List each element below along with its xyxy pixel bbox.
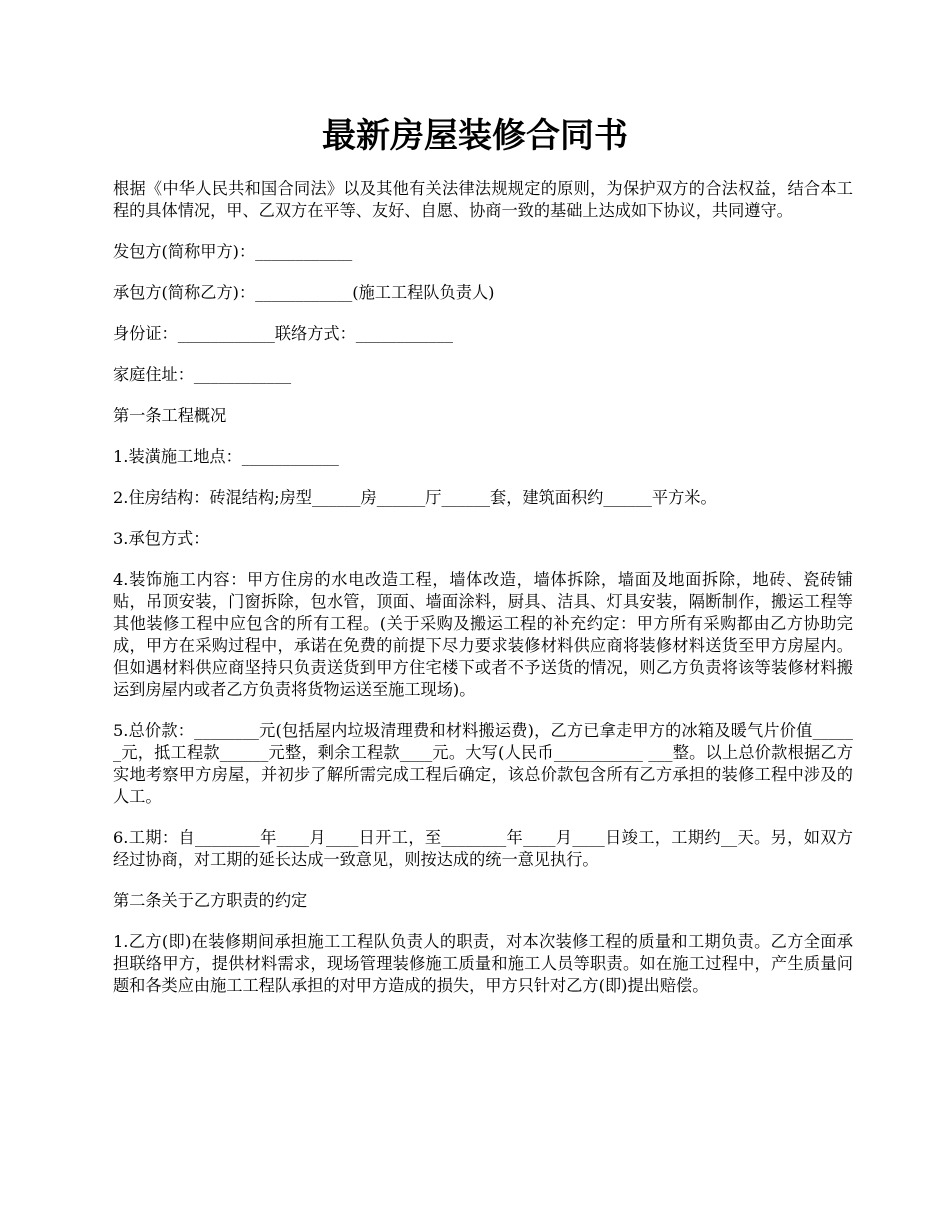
clause-1-2: 2.住房结构：砖混结构;房型______房______厅______套，建筑面积约______平方米。	[113, 488, 717, 507]
clause-1-5: 5.总价款：________元(包括屋内垃圾清理费和材料搬运费)，乙方已拿走甲方的冰箱及暖气片价值______元，抵工程款______元整，剩余工程款____元。大写(人民币___________ ___整。以上总价款根据乙方实地考察甲方房屋，并初步了解所需完成工程后确定，该总价款包含所有乙方承担的装修工程中涉及的人工。	[113, 721, 853, 806]
clause-2-1: 1.乙方(即)在装修期间承担施工工程队负责人的职责，对本次装修工程的质量和工期负责。乙方全面承担联络甲方，提供材料需求，现场管理装修施工质量和施工人员等职责。如在施工过程中，产生质量问题和各类应由施工工程队承担的对甲方造成的损失，甲方只针对乙方(即)提出赔偿。	[113, 932, 853, 995]
section-heading-1: 第一条工程概况	[113, 406, 227, 425]
document-title: 最新房屋装修合同书	[322, 116, 628, 156]
clause-1-4: 4.装饰施工内容：甲方住房的水电改造工程，墙体改造，墙体拆除，墙面及地面拆除，地砖、瓷砖铺贴，吊顶安装，门窗拆除，包水管，顶面、墙面涂料，厨具、洁具、灯具安装，隔断制作，搬运工程等其他装修工程中应包含的所有工程。(关于采购及搬运工程的补充约定：甲方所有采购都由乙方协助完成，甲方在采购过程中，承诺在免费的前提下尽力要求装修材料供应商将装修材料送货至甲方房屋内。但如遇材料供应商坚持只负责送货到甲方住宅楼下或者不予送货的情况，则乙方负责将该等装修材料搬运到房屋内或者乙方负责将货物运送至施工现场)。	[113, 570, 853, 699]
clause-1-6: 6.工期：自________年____月____日开工，至________年____月____日竣工，工期约__天。另，如双方经过协商，对工期的延长达成一致意见，则按达成的统一意见执行。	[113, 828, 853, 869]
party-a-field: 发包方(简称甲方)：____________	[113, 242, 353, 261]
clause-1-1: 1.装潢施工地点：____________	[113, 447, 339, 466]
party-b-field: 承包方(简称乙方)：____________(施工工程队负责人)	[113, 283, 495, 302]
intro-paragraph: 根据《中华人民共和国合同法》以及其他有关法律法规规定的原则，为保护双方的合法权益，结合本工程的具体情况，甲、乙双方在平等、友好、自愿、协商一致的基础上达成如下协议，共同遵守。	[113, 179, 853, 220]
clause-1-3: 3.承包方式：	[113, 529, 210, 548]
id-contact-field: 身份证：____________联络方式：____________	[113, 324, 453, 343]
document-body	[113, 178, 853, 1016]
section-heading-2: 第二条关于乙方职责的约定	[113, 891, 308, 910]
home-address-field: 家庭住址：____________	[113, 365, 292, 384]
